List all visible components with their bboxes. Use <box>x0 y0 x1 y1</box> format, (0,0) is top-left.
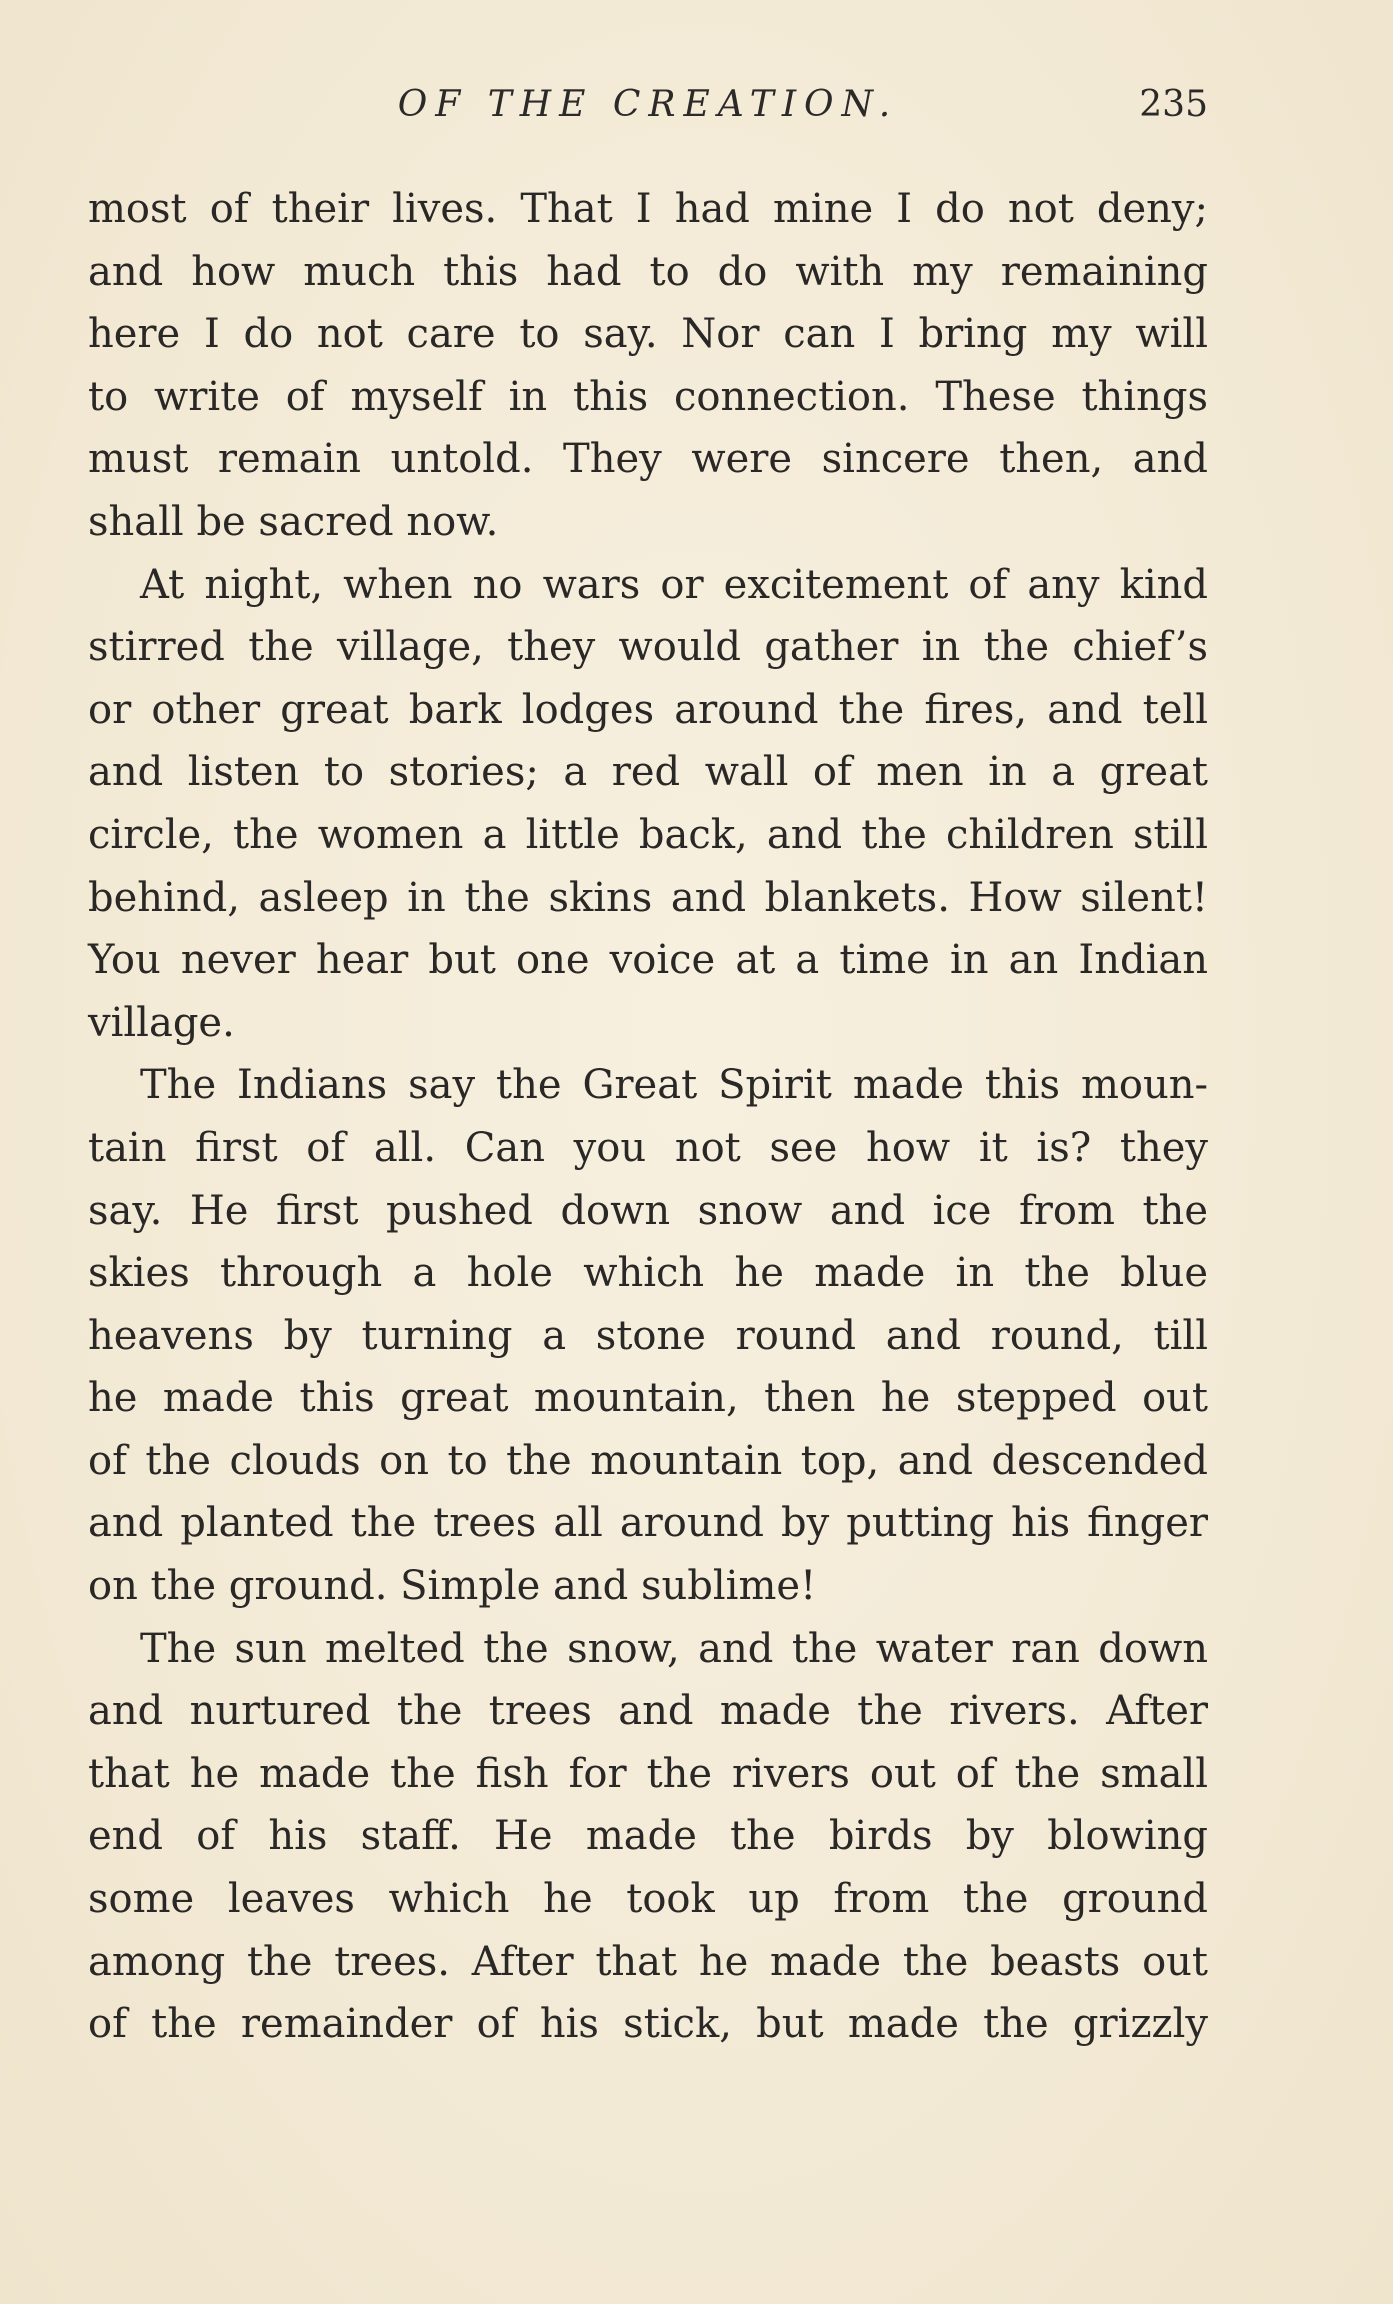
text-line: on the ground. Simple and sublime! <box>88 1563 817 1610</box>
text-line: heavens by turning a stone round and round, till <box>88 1312 1208 1359</box>
text-line: and how much this had to do with my remaining <box>88 248 1208 295</box>
body-text <box>88 178 1208 2056</box>
text-line: must remain untold. They were sincere then, and <box>88 436 1208 483</box>
text-line: and planted the trees all around by putting his finger <box>88 1500 1208 1547</box>
text-line: and listen to stories; a red wall of men in a great <box>88 749 1208 796</box>
text-line: that he made the fish for the rivers out of the small <box>88 1750 1208 1797</box>
text-line: of the clouds on to the mountain top, and descended <box>88 1437 1208 1484</box>
text-line: of the remainder of his stick, but made the grizzly <box>88 2001 1208 2048</box>
text-line: The Indians say the Great Spirit made this moun- <box>140 1062 1208 1109</box>
text-line: circle, the women a little back, and the children still <box>88 811 1208 858</box>
text-line: At night, when no wars or excitement of any kind <box>140 561 1208 608</box>
text-line: skies through a hole which he made in the blue <box>88 1250 1208 1297</box>
text-line: or other great bark lodges around the fires, and tell <box>88 686 1208 733</box>
paragraph <box>88 178 1208 554</box>
text-line: and nurtured the trees and made the rivers. After <box>88 1688 1208 1735</box>
paragraph <box>88 554 1208 1055</box>
text-line: stirred the village, they would gather in the chief’s <box>88 624 1208 671</box>
page-number: 235 <box>1139 84 1208 125</box>
running-title: OF THE CREATION. <box>397 84 899 125</box>
text-line: to write of myself in this connection. These things <box>88 373 1208 420</box>
text-line: among the trees. After that he made the beasts out <box>88 1938 1208 1985</box>
text-line: most of their lives. That I had mine I do not deny; <box>88 186 1208 232</box>
paragraph <box>88 1054 1208 1617</box>
text-line: some leaves which he took up from the ground <box>88 1876 1208 1923</box>
paragraph <box>88 1618 1208 2056</box>
text-line: end of his staff. He made the birds by blowing <box>88 1813 1208 1860</box>
running-head <box>88 78 1208 138</box>
text-line: here I do not care to say. Nor can I bring my will <box>88 311 1208 358</box>
text-line: he made this great mountain, then he stepped out <box>88 1375 1208 1422</box>
text-line: The sun melted the snow, and the water ran down <box>140 1625 1208 1672</box>
text-line: You never hear but one voice at a time in an Indian <box>88 937 1208 984</box>
text-line: shall be sacred now. <box>88 498 499 545</box>
text-line: village. <box>88 999 235 1046</box>
text-line: tain first of all. Can you not see how it is? they <box>88 1124 1208 1171</box>
text-line: behind, asleep in the skins and blankets. How silent! <box>88 874 1208 921</box>
text-line: say. He first pushed down snow and ice from the <box>88 1187 1208 1234</box>
